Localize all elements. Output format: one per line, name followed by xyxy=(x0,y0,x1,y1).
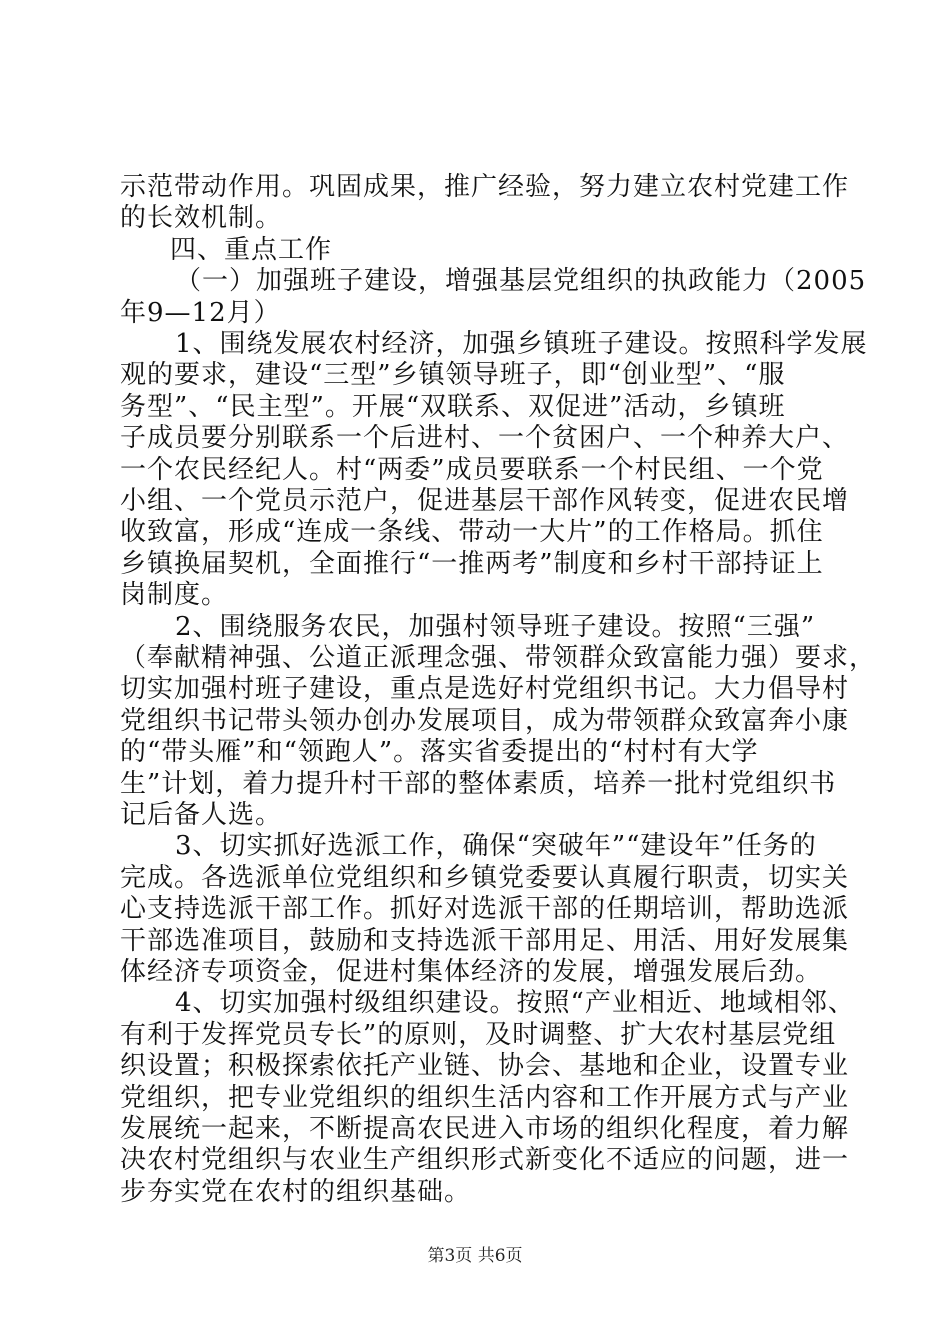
text-line: 的长效机制。 xyxy=(120,203,283,234)
text-line: 步夯实党在农村的组织基础。 xyxy=(120,1176,472,1207)
text-line: 1、围绕发展农村经济，加强乡镇班子建设。按照科学发展 xyxy=(175,329,868,359)
text-line: 切实加强村班子建设，重点是选好村党组织书记。大力倡导村 xyxy=(120,674,850,705)
text-line: 心支持选派干部工作。抓好对选派干部的任期培训，帮助选派 xyxy=(120,894,850,925)
text-line: 生”计划，着力提升村干部的整体素质，培养一批村党组织书 xyxy=(120,768,837,799)
text-line: 的“带头雁”和“领跑人”。落实省委提出的“村村有大学 xyxy=(120,737,759,768)
text-line: 织设置；积极探索依托产业链、协会、基地和企业，设置专业 xyxy=(120,1051,850,1082)
text-line: 党组织书记带头领办创办发展项目，成为带领群众致富奔小康 xyxy=(120,705,850,736)
text-line: 乡镇换届契机，全面推行“一推两考”制度和乡村干部持证上 xyxy=(120,548,824,579)
text-line: （一）加强班子建设，增强基层党组织的执政能力（2005 xyxy=(175,266,867,297)
text-line: 2、围绕服务农民，加强村领导班子建设。按照“三强” xyxy=(175,611,816,642)
text-line: 收致富，形成“连成一条线、带动一大片”的工作格局。抓住 xyxy=(120,517,824,548)
page-footer: 第3页 共6页 xyxy=(427,1246,523,1266)
text-line: 完成。各选派单位党组织和乡镇党委要认真履行职责，切实关 xyxy=(120,862,850,893)
text-line: 一个农民经纪人。村“两委”成员要联系一个村民组、一个党 xyxy=(120,454,824,485)
text-line: 务型”、“民主型”。开展“双联系、双促进”活动，乡镇班 xyxy=(120,391,786,422)
text-line: 记后备人选。 xyxy=(120,800,283,830)
text-line: 4、切实加强村级组织建设。按照“产业相近、地域相邻、 xyxy=(175,988,855,1019)
text-line: （奉献精神强、公道正派理念强、带领群众致富能力强）要求， xyxy=(120,643,877,673)
text-line: 子成员要分别联系一个后进村、一个贫困户、一个种养大户、 xyxy=(120,423,850,454)
text-line: 3、切实抓好选派工作，确保“突破年”“建设年”任务的 xyxy=(175,831,817,862)
text-line: 岗制度。 xyxy=(120,580,229,611)
text-line: 发展统一起来，不断提高农民进入市场的组织化程度，着力解 xyxy=(120,1114,850,1144)
text-line: 有利于发挥党员专长”的原则，及时调整、扩大农村基层党组 xyxy=(120,1019,837,1050)
text-line: 体经济专项资金，促进村集体经济的发展，增强发展后劲。 xyxy=(120,957,823,987)
text-line: 干部选准项目，鼓励和支持选派干部用足、用活、用好发展集 xyxy=(120,925,850,956)
text-line: 观的要求，建设“三型”乡镇领导班子，即“创业型”、“服 xyxy=(120,360,786,391)
text-line: 年9—12月） xyxy=(120,297,281,328)
text-line: 小组、一个党员示范户，促进基层干部作风转变，促进农民增 xyxy=(120,486,850,516)
text-line: 示范带动作用。巩固成果，推广经验，努力建立农村党建工作 xyxy=(120,172,850,202)
text-line: 决农村党组织与农业生产组织形式新变化不适应的问题，进一 xyxy=(120,1145,850,1176)
text-line: 党组织，把专业党组织的组织生活内容和工作开展方式与产业 xyxy=(120,1082,850,1113)
text-line: 四、重点工作 xyxy=(170,234,333,265)
